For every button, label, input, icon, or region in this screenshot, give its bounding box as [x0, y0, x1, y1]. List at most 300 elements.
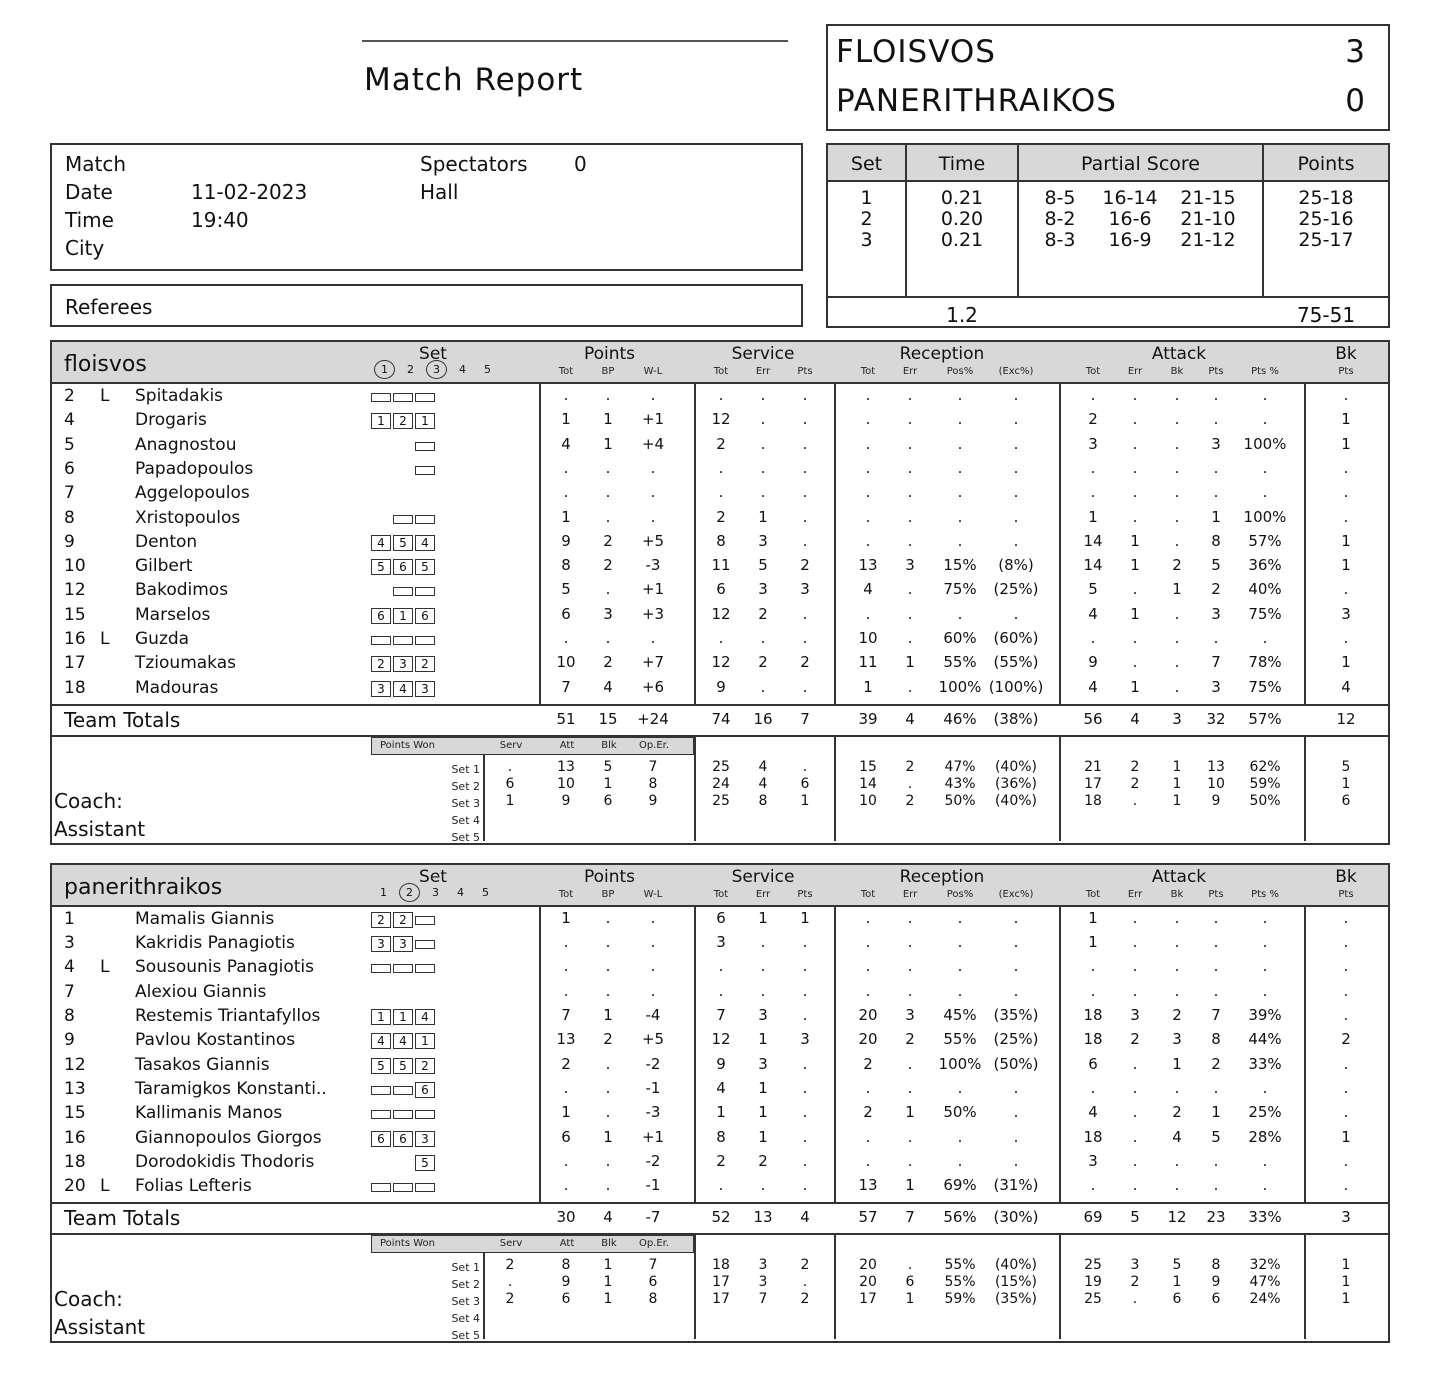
set-time: 0.21	[940, 187, 984, 209]
set-rotation-box: 6	[415, 1082, 435, 1098]
player-number: 4	[64, 957, 75, 978]
total-rec: 39	[858, 709, 878, 728]
set-rotation-box: 3	[371, 936, 391, 952]
column-divider	[1304, 735, 1306, 841]
set-partial-score: 16-9	[1108, 229, 1152, 251]
set-number: 4	[457, 885, 464, 899]
stat-bk: .	[1343, 908, 1349, 927]
stat-pts: .	[563, 957, 569, 976]
stat-srv: .	[760, 458, 766, 477]
stat-att: .	[1174, 604, 1180, 623]
per-set-points-won: 10	[557, 775, 575, 792]
set-row-label: Set 4	[451, 1312, 480, 1326]
set-played-box	[393, 1110, 413, 1119]
column-subheader: Tot	[713, 366, 729, 377]
stat-rec: .	[1013, 458, 1019, 477]
set-row-label: Set 3	[451, 1295, 480, 1309]
stat-rec: .	[1013, 957, 1019, 976]
per-set-points-won: 8	[648, 775, 658, 792]
set-rotation-box: 2	[415, 656, 435, 672]
stat-pts: .	[605, 933, 611, 952]
per-set-att: 59%	[1249, 775, 1281, 792]
stat-att: 1	[1130, 677, 1140, 696]
set-number: 5	[482, 885, 489, 899]
player-name: Restemis Triantafyllos	[135, 1006, 321, 1027]
stat-rec: (25%)	[993, 580, 1039, 599]
set-played-box	[415, 636, 435, 645]
per-set-points-won: 1	[603, 1274, 613, 1291]
stat-att: .	[1090, 386, 1096, 404]
per-set-att: 25	[1084, 1257, 1102, 1274]
stat-rec: (100%)	[988, 677, 1044, 696]
stat-srv: 8	[716, 531, 726, 550]
total-att: 33%	[1248, 1208, 1282, 1227]
stat-srv: 6	[716, 908, 726, 927]
stat-pts: -2	[645, 1054, 661, 1073]
stat-bk: .	[1343, 507, 1349, 526]
stat-rec: .	[865, 410, 871, 429]
team-totals-label: Team Totals	[64, 1206, 181, 1231]
stat-att: .	[1174, 677, 1180, 696]
set-rotation-box: 6	[371, 608, 391, 624]
stat-rec: 55%	[943, 653, 977, 672]
scoreboard	[826, 24, 1390, 131]
stat-rec: .	[907, 434, 913, 453]
stat-att: .	[1174, 981, 1180, 1000]
player-number: 13	[64, 1078, 86, 1099]
column-divider	[1304, 384, 1306, 706]
player-number: 1	[64, 908, 75, 929]
per-set-srv: 6	[800, 775, 810, 792]
stat-att: .	[1262, 933, 1268, 952]
set-partial-score: 21-12	[1180, 229, 1236, 251]
stat-att: .	[1090, 483, 1096, 502]
set-rotation-box: 1	[371, 413, 391, 429]
team-section	[50, 340, 1390, 845]
per-set-rec: .	[907, 775, 913, 792]
points-header: Points	[583, 866, 636, 887]
set-partial-score: 21-15	[1180, 187, 1236, 209]
player-set-boxes	[371, 413, 437, 432]
set-partial-score: 21-10	[1180, 208, 1236, 230]
stat-srv: .	[802, 629, 808, 647]
stat-srv: .	[802, 434, 808, 453]
total-att: 69	[1083, 1208, 1103, 1227]
per-set-att: 1	[1172, 1274, 1182, 1291]
per-set-srv: 25	[712, 758, 730, 775]
stat-srv: 2	[758, 604, 768, 623]
per-set-points-won: .	[507, 1274, 513, 1291]
stat-srv: .	[760, 933, 766, 952]
player-name: Pavlou Kostantinos	[135, 1030, 296, 1051]
per-set-att: 2	[1130, 775, 1140, 792]
points-won-col: Serv	[499, 1238, 523, 1250]
stat-srv: 2	[716, 434, 726, 453]
stat-att: 2	[1172, 556, 1182, 575]
per-set-points-won: 1	[603, 775, 613, 792]
stat-pts: .	[605, 1054, 611, 1073]
set-number-circled: 3	[426, 360, 447, 379]
column-subheader: Pts	[1338, 888, 1354, 900]
assistant-label: Assistant	[54, 816, 146, 841]
player-name: Sousounis Panagiotis	[135, 957, 315, 978]
total-rec: 57	[858, 1208, 878, 1227]
time-label: Time	[65, 208, 114, 232]
set-number: 1	[860, 187, 873, 209]
stat-att: .	[1262, 386, 1268, 404]
stat-srv: 3	[716, 933, 726, 952]
set-rotation-box: 4	[415, 1009, 435, 1025]
per-set-att: .	[1132, 1291, 1138, 1308]
player-set-boxes	[371, 656, 437, 675]
set-rotation-box: 6	[415, 608, 435, 624]
total-srv: 52	[711, 1208, 731, 1227]
player-number: 3	[64, 933, 75, 954]
per-set-points-won: 13	[557, 758, 575, 775]
points-won-col: Serv	[499, 739, 523, 751]
stat-rec: .	[907, 386, 913, 404]
stat-att: 2	[1172, 1103, 1182, 1122]
stat-srv: 11	[711, 556, 731, 575]
stat-pts: -4	[645, 1006, 661, 1025]
total-att: 57%	[1248, 709, 1282, 728]
stat-att: .	[1174, 1176, 1180, 1195]
set-row-label: Set 1	[451, 762, 480, 776]
stat-srv: .	[760, 410, 766, 429]
stat-att: 3	[1211, 434, 1221, 453]
sets-total-time: 1.2	[946, 303, 978, 327]
stat-srv: 3	[758, 531, 768, 550]
stat-rec: .	[957, 386, 963, 404]
stat-pts: +5	[641, 531, 665, 550]
stat-pts: 8	[561, 556, 571, 575]
per-set-rec: 2	[905, 758, 915, 775]
player-name: Dorodokidis Thodoris	[135, 1151, 315, 1172]
stat-rec: .	[1013, 410, 1019, 429]
stat-rec: .	[865, 458, 871, 477]
per-set-points-won: 9	[648, 792, 658, 809]
per-set-rec: .	[907, 1257, 913, 1274]
stat-att: .	[1213, 1151, 1219, 1170]
set-played-box	[393, 636, 413, 645]
stat-rec: .	[1013, 1103, 1019, 1122]
per-set-bk: 5	[1341, 758, 1351, 775]
set-played-box	[371, 964, 391, 973]
player-number: 16	[64, 629, 86, 649]
stat-rec: .	[907, 629, 913, 647]
stat-rec: .	[865, 1127, 871, 1146]
stat-att: .	[1132, 933, 1138, 952]
stat-att: .	[1174, 1151, 1180, 1170]
stat-att: 1	[1172, 1054, 1182, 1073]
stat-srv: .	[718, 629, 724, 647]
player-name: Mamalis Giannis	[135, 908, 275, 929]
per-set-points-won: 9	[561, 1274, 571, 1291]
per-set-att: .	[1132, 792, 1138, 809]
stat-rec: (60%)	[993, 629, 1039, 647]
libero-marker: L	[100, 957, 110, 978]
stat-rec: .	[865, 957, 871, 976]
spectators-label: Spectators	[420, 152, 528, 176]
stat-rec: 3	[905, 556, 915, 575]
date-label: Date	[65, 180, 113, 204]
per-set-att: 6	[1172, 1291, 1182, 1308]
set-rotation-box: 5	[415, 559, 435, 575]
player-set-boxes	[371, 985, 437, 1004]
stat-bk: 1	[1341, 531, 1351, 550]
set-rotation-box: 3	[415, 681, 435, 697]
stat-att: .	[1132, 629, 1138, 647]
column-subheader: Tot	[1085, 888, 1101, 900]
stat-rec: 20	[858, 1030, 878, 1049]
set-rotation-box: 5	[415, 1155, 435, 1171]
stat-pts: 1	[603, 1006, 613, 1025]
stat-rec: .	[1013, 1127, 1019, 1146]
per-set-att: 5	[1172, 1257, 1182, 1274]
per-set-att: 32%	[1249, 1257, 1281, 1274]
set-rotation-box: 6	[393, 559, 413, 575]
per-set-bk: 6	[1341, 792, 1351, 809]
per-set-srv: .	[802, 758, 808, 775]
sets-table	[826, 143, 1390, 328]
stat-rec: 3	[905, 1006, 915, 1025]
column-subheader: Err	[1127, 366, 1143, 377]
column-subheader: Pts	[1338, 366, 1354, 377]
stat-rec: .	[957, 1127, 963, 1146]
stat-att: 18	[1083, 1030, 1103, 1049]
column-subheader: Err	[902, 366, 918, 377]
per-set-srv: 4	[758, 775, 768, 792]
stat-pts: .	[650, 908, 656, 927]
stat-att: 44%	[1248, 1030, 1282, 1049]
stat-rec: 45%	[943, 1006, 977, 1025]
stat-att: 3	[1088, 1151, 1098, 1170]
stat-srv: 5	[758, 556, 768, 575]
per-set-rec: 47%	[944, 758, 976, 775]
stat-rec: .	[957, 1151, 963, 1170]
stat-rec: .	[907, 908, 913, 927]
stat-att: 18	[1083, 1006, 1103, 1025]
player-set-boxes	[371, 912, 437, 931]
stat-att: 2	[1088, 410, 1098, 429]
player-number: 2	[64, 386, 75, 406]
stat-att: 5	[1211, 1127, 1221, 1146]
player-name: Taramigkos Konstanti..	[135, 1078, 327, 1099]
per-set-rec: (15%)	[994, 1274, 1038, 1291]
per-set-att: 13	[1207, 758, 1225, 775]
team-section	[50, 863, 1390, 1344]
stat-pts: .	[650, 386, 656, 404]
stat-att: .	[1262, 1078, 1268, 1097]
stat-rec: .	[957, 981, 963, 1000]
total-srv: 4	[800, 1208, 810, 1227]
player-name: Spitadakis	[135, 386, 224, 406]
total-att: 56	[1083, 709, 1103, 728]
stat-att: .	[1132, 483, 1138, 502]
stat-pts: .	[605, 507, 611, 526]
stat-pts: .	[605, 957, 611, 976]
player-set-boxes	[371, 1131, 437, 1150]
stat-rec: .	[865, 531, 871, 550]
stat-bk: .	[1343, 1151, 1349, 1170]
per-set-points-won: 5	[603, 758, 613, 775]
per-set-rec: 14	[859, 775, 877, 792]
stat-att: .	[1174, 483, 1180, 502]
player-name: Tzioumakas	[135, 653, 237, 674]
stat-pts: +7	[641, 653, 665, 672]
stat-srv: .	[802, 1054, 808, 1073]
stat-srv: .	[802, 1127, 808, 1146]
set-row-label: Set 3	[451, 796, 480, 810]
stat-srv: 2	[758, 653, 768, 672]
stat-rec: 4	[863, 580, 873, 599]
stat-rec: (25%)	[993, 1030, 1039, 1049]
stat-att: .	[1213, 908, 1219, 927]
stat-att: .	[1132, 653, 1138, 672]
column-divider	[1059, 1233, 1061, 1339]
per-set-att: 6	[1211, 1291, 1221, 1308]
stat-rec: .	[907, 933, 913, 952]
player-set-boxes	[371, 1009, 437, 1028]
stat-pts: .	[563, 458, 569, 477]
time-value: 19:40	[191, 208, 249, 232]
stat-att: 2	[1211, 1054, 1221, 1073]
stat-srv: .	[802, 507, 808, 526]
libero-marker: L	[100, 629, 110, 649]
player-number: 18	[64, 677, 86, 698]
total-srv: 7	[800, 709, 810, 728]
stat-rec: .	[957, 410, 963, 429]
stat-att: .	[1174, 629, 1180, 647]
stat-srv: 1	[716, 1103, 726, 1122]
stat-pts: 2	[603, 653, 613, 672]
points-won-label: Points Won	[380, 739, 435, 751]
player-number: 9	[64, 531, 75, 552]
stat-att: 75%	[1248, 677, 1282, 696]
per-set-points-won: .	[507, 758, 513, 775]
stat-att: .	[1174, 507, 1180, 526]
stat-srv: 7	[716, 1006, 726, 1025]
set-rotation-box: 5	[393, 535, 413, 551]
stat-pts: .	[650, 957, 656, 976]
stat-srv: 3	[758, 1054, 768, 1073]
set-row-label: Set 2	[451, 779, 480, 793]
stat-pts: 1	[561, 410, 571, 429]
per-set-srv: 2	[800, 1291, 810, 1308]
stat-att: .	[1132, 1054, 1138, 1073]
stat-att: 7	[1211, 653, 1221, 672]
set-partial-score: 8-5	[1044, 187, 1076, 209]
column-subheader: BP	[601, 888, 615, 900]
total-srv: 74	[711, 709, 731, 728]
stat-rec: (50%)	[993, 1054, 1039, 1073]
set-number: 3	[432, 885, 439, 899]
stat-att: .	[1174, 933, 1180, 952]
set-header: Set	[419, 866, 447, 887]
player-name: Bakodimos	[135, 580, 229, 601]
per-set-att: 1	[1172, 775, 1182, 792]
player-number: 5	[64, 434, 75, 455]
stat-srv: 3	[800, 580, 810, 599]
points-won-header	[371, 737, 694, 755]
stat-att: .	[1262, 981, 1268, 1000]
total-rec: 56%	[943, 1208, 977, 1227]
total-att: 12	[1167, 1208, 1187, 1227]
total-rec: (30%)	[993, 1208, 1039, 1227]
stat-att: 33%	[1248, 1054, 1282, 1073]
stat-rec: .	[957, 434, 963, 453]
points-won-col: Att	[559, 739, 575, 751]
stat-att: 100%	[1243, 507, 1287, 526]
stat-pts: 13	[556, 1030, 576, 1049]
set-played-box	[371, 1110, 391, 1119]
stat-rec: .	[865, 507, 871, 526]
player-set-boxes	[371, 389, 437, 408]
set-rotation-box: 4	[371, 535, 391, 551]
stat-att: .	[1213, 629, 1219, 647]
set-partial-score: 8-2	[1044, 208, 1076, 230]
stat-rec: .	[957, 933, 963, 952]
stat-srv: 12	[711, 604, 731, 623]
stat-rec: .	[907, 604, 913, 623]
libero-marker: L	[100, 386, 110, 406]
column-subheader: Pts %	[1251, 888, 1279, 900]
player-set-boxes	[371, 462, 437, 481]
stat-rec: .	[865, 386, 871, 404]
stat-att: .	[1213, 410, 1219, 429]
stat-pts: 1	[603, 434, 613, 453]
per-set-att: 47%	[1249, 1274, 1281, 1291]
player-name: Anagnostou	[135, 434, 237, 455]
stat-srv: .	[760, 1176, 766, 1195]
stat-bk: 3	[1341, 604, 1351, 623]
stat-rec: .	[865, 604, 871, 623]
points-won-col: Op.Er.	[638, 739, 670, 751]
stat-srv: .	[718, 386, 724, 404]
column-subheader: (Exc%)	[998, 366, 1034, 377]
stat-pts: +6	[641, 677, 665, 696]
title-rule	[362, 40, 788, 42]
set-played-box	[371, 393, 391, 402]
stat-pts: 1	[561, 908, 571, 927]
stat-srv: 9	[716, 677, 726, 696]
total-att: 4	[1130, 709, 1140, 728]
stat-srv: .	[802, 386, 808, 404]
stat-att: 1	[1130, 531, 1140, 550]
stat-pts: 3	[603, 604, 613, 623]
stat-rec: .	[907, 580, 913, 599]
player-set-boxes	[371, 608, 437, 627]
stat-srv: 3	[758, 1006, 768, 1025]
bk-header: Bk	[1335, 866, 1357, 887]
stat-rec: 2	[863, 1103, 873, 1122]
stat-srv: 2	[716, 507, 726, 526]
column-subheader: Tot	[713, 888, 729, 900]
column-subheader: Err	[755, 888, 771, 900]
set-rotation-box: 1	[393, 608, 413, 624]
per-set-points-won: 1	[505, 792, 515, 809]
spectators-value: 0	[574, 152, 587, 176]
player-number: 9	[64, 1030, 75, 1051]
column-divider	[1059, 384, 1061, 706]
stat-srv: 2	[800, 556, 810, 575]
stat-att: 100%	[1243, 434, 1287, 453]
stat-att: 6	[1088, 1054, 1098, 1073]
stat-rec: 20	[858, 1006, 878, 1025]
set-played-box	[393, 1086, 413, 1095]
points-won-header	[371, 1235, 694, 1253]
stat-att: 28%	[1248, 1127, 1282, 1146]
